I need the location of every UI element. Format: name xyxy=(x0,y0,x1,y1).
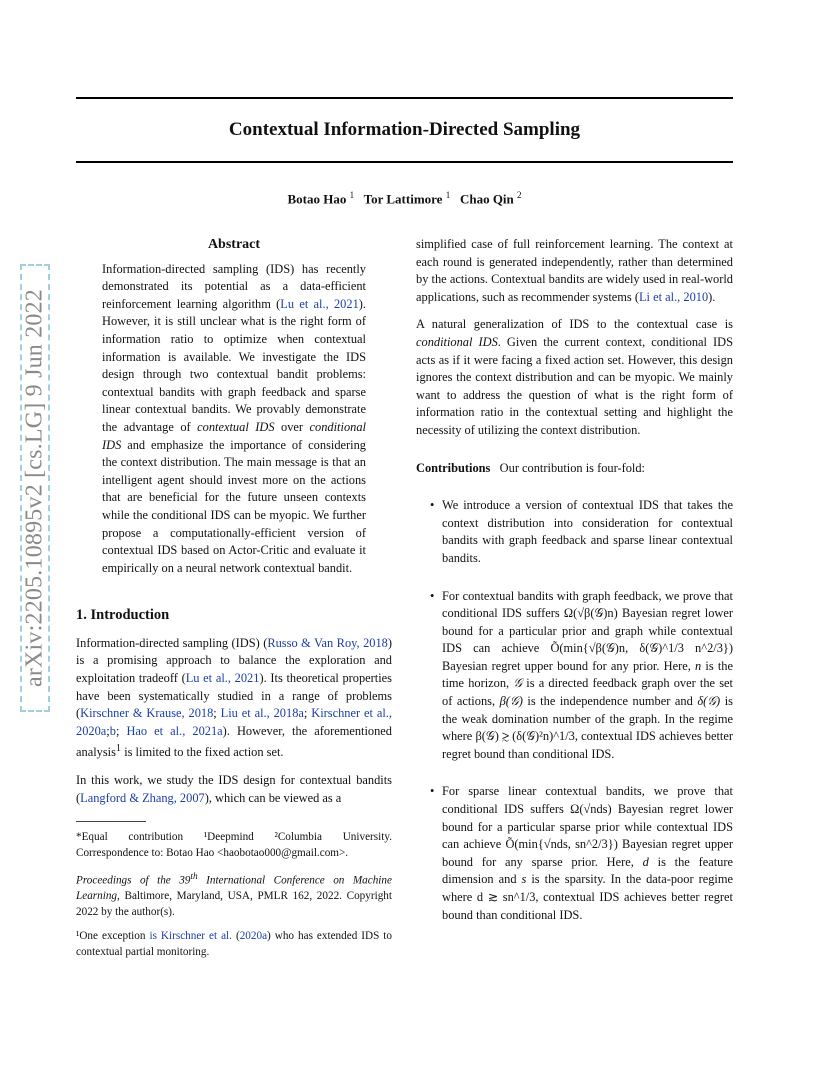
footnote-rule xyxy=(76,821,146,822)
math-expression: Õ(min{√nds, sn^2/3}) xyxy=(505,837,618,852)
body-paragraph: A natural generalization of IDS to the contextual case is conditional IDS. Given the current context, conditional IDS acts as if it were facing a fixed action set. However, this design ignores the context distribution and can be myopic. We mainly want to address the question of what is the right form of information ratio in the contextual setting and highlight the necessity of utilizing the context distribution. xyxy=(416,317,734,437)
contributions-label: Contributions xyxy=(416,460,491,475)
list-item: • For contextual bandits with graph feedback, we prove that conditional IDS suffers Ω(√β(𝒢)n) Bayesian regret lower bound for a particular prior and graph while contextual IDS can achieve Õ(min{√β(𝒢)n, δ(𝒢)^1/3 n^2/3}) Bayesian regret upper bound for any prior. Here, n is the time horizon, 𝒢 is a directed feedback graph over the set of actions, β(𝒢) is the independence number and δ(𝒢) is the weak domination number of the graph. In the regime where β(𝒢) ≳ (δ(𝒢)²n)^1/3, contextual IDS achieves better regret bound than conditional IDS. xyxy=(416,588,733,764)
author-list xyxy=(76,190,733,207)
body-paragraph: simplified case of full reinforcement learning. The context at each round is generated independently, rather than determined by the actions. Contextual bandits are widely used in real-world applications, such as recommender systems (Li et al., 2010). xyxy=(416,237,733,304)
author-name: Tor Lattimore xyxy=(363,191,443,207)
author-name: Botao Hao xyxy=(287,191,347,207)
author-affiliation: 1 xyxy=(349,190,355,200)
math-expression: d xyxy=(642,854,649,869)
citation-link[interactable]: Kirschner et al., 2020a xyxy=(76,706,392,738)
citation-link[interactable]: b xyxy=(109,723,116,738)
paper-title: Contextual Information-Directed Sampling xyxy=(228,119,581,140)
author-affiliation: 2 xyxy=(517,190,522,200)
contributions-paragraph: Contributions Our contribution is four-fold: xyxy=(416,460,645,475)
right-column xyxy=(416,236,733,924)
math-expression: δ(𝒢) xyxy=(697,694,721,709)
footnote-proceedings: Proceedings of the 39th International Conference on Machine Learning, Baltimore, Maryland, USA, PMLR 162, 2022. Copyright 2022 by the author(s). xyxy=(76,871,392,919)
citation-link[interactable]: 2020a xyxy=(239,930,268,943)
math-expression: Ω(√nds) xyxy=(570,802,612,817)
citation-link[interactable]: Lu et al., 2021 xyxy=(280,296,359,311)
contributions-list xyxy=(416,497,733,924)
abstract-text: Information-directed sampling (IDS) has recently demonstrated its potential as a data-efficient reinforcement learning algorithm (Lu et al., 2021). However, it is still unclear what is the right form of information ratio to optimize when contextual information is available. We investigate the IDS design through two contextual bandit problems: contextual bandits with graph feedback and sparse linear contextual bandits. We provably demonstrate the advantage of contextual IDS over conditional IDS and emphasize the importance of considering the context distribution. The main message is that an intelligent agent should invest more on the actions that are beneficial for the future unseen contexts while the conditional IDS can be myopic. We further propose a computationally-efficient version of contextual IDS based on Actor-Critic and evaluate it empirically on a neural network contextual bandit. xyxy=(102,261,366,575)
footnote-1: ¹One exception is Kirschner et al. (2020a) who has extended IDS to contextual partial monitoring. xyxy=(76,930,392,958)
math-expression: β(𝒢) xyxy=(499,694,523,709)
author-affiliation: 1 xyxy=(445,190,451,200)
author-name: Chao Qin xyxy=(459,191,514,207)
left-column xyxy=(76,236,392,961)
intro-paragraph: Information-directed sampling (IDS) (Russo & Van Roy, 2018) is a promising approach to balance the exploration and exploitation tradeoff (Lu et al., 2021). Its theoretical properties have been systematically studied in a range of problems (Kirschner & Krause, 2018; Liu et al., 2018a; Kirschner et al., 2020a;b; Hao et al., 2021a). However, the aforementioned analysis$^1$ is limited to the fixed action set. xyxy=(76,635,393,760)
abstract-heading: Abstract xyxy=(207,237,261,252)
math-expression: 𝒢 xyxy=(513,676,523,691)
math-expression: s xyxy=(521,872,527,887)
title-bottom-rule xyxy=(76,161,733,163)
math-expression: Õ(min{√β(𝒢)n, δ(𝒢)^1/3 n^2/3}) xyxy=(550,641,733,656)
citation-link[interactable]: Russo & Van Roy, 2018 xyxy=(267,635,388,650)
citation-link[interactable]: Li et al., 2010 xyxy=(638,289,709,304)
top-rule xyxy=(76,97,733,99)
list-item: • For sparse linear contextual bandits, we prove that conditional IDS suffers Ω(√nds) Bayesian regret lower bound for a particular sparse prior while contextual IDS can achieve Õ(min{√nds, sn^2/3}) Bayesian regret upper bound for any sparse prior. Here, d is the feature dimension and s is the sparsity. In the data-poor regime where d ≳ sn^1/3, contextual IDS achieves better regret bound than conditional IDS. xyxy=(416,783,733,924)
footnote-marker[interactable]: 1 xyxy=(115,743,122,755)
math-expression: β(𝒢) ≳ (δ(𝒢)²n)^1/3 xyxy=(475,729,575,744)
footnote-affiliations: *Equal contribution ¹Deepmind ²Columbia University. Correspondence to: Botao Hao <haobotao000@gmail.com>. xyxy=(76,831,392,860)
citation-link[interactable]: Kirschner & Krause, 2018 xyxy=(80,706,214,721)
math-expression: Ω(√β(𝒢)n) xyxy=(563,606,618,621)
arxiv-identifier: arXiv:2205.10895v2 [cs.LG] 9 Jun 2022 xyxy=(21,288,48,688)
section-heading-introduction: 1. Introduction xyxy=(76,607,170,624)
intro-paragraph: In this work, we study the IDS design for contextual bandits (Langford & Zhang, 2007), which can be viewed as a xyxy=(76,773,392,805)
citation-link[interactable]: Langford & Zhang, 2007 xyxy=(80,790,205,805)
citation-link[interactable]: is Kirschner et al. xyxy=(149,930,232,943)
list-item: • We introduce a version of contextual IDS that takes the context distribution into consideration for contextual bandits with graph feedback and sparse linear contextual bandits. xyxy=(416,497,733,567)
math-expression: n xyxy=(695,658,702,673)
math-expression: d ≳ sn^1/3 xyxy=(476,890,536,904)
citation-link[interactable]: Hao et al., 2021a xyxy=(126,723,223,738)
citation-link[interactable]: Lu et al., 2021 xyxy=(185,671,260,686)
citation-link[interactable]: Liu et al., 2018a xyxy=(220,706,304,721)
